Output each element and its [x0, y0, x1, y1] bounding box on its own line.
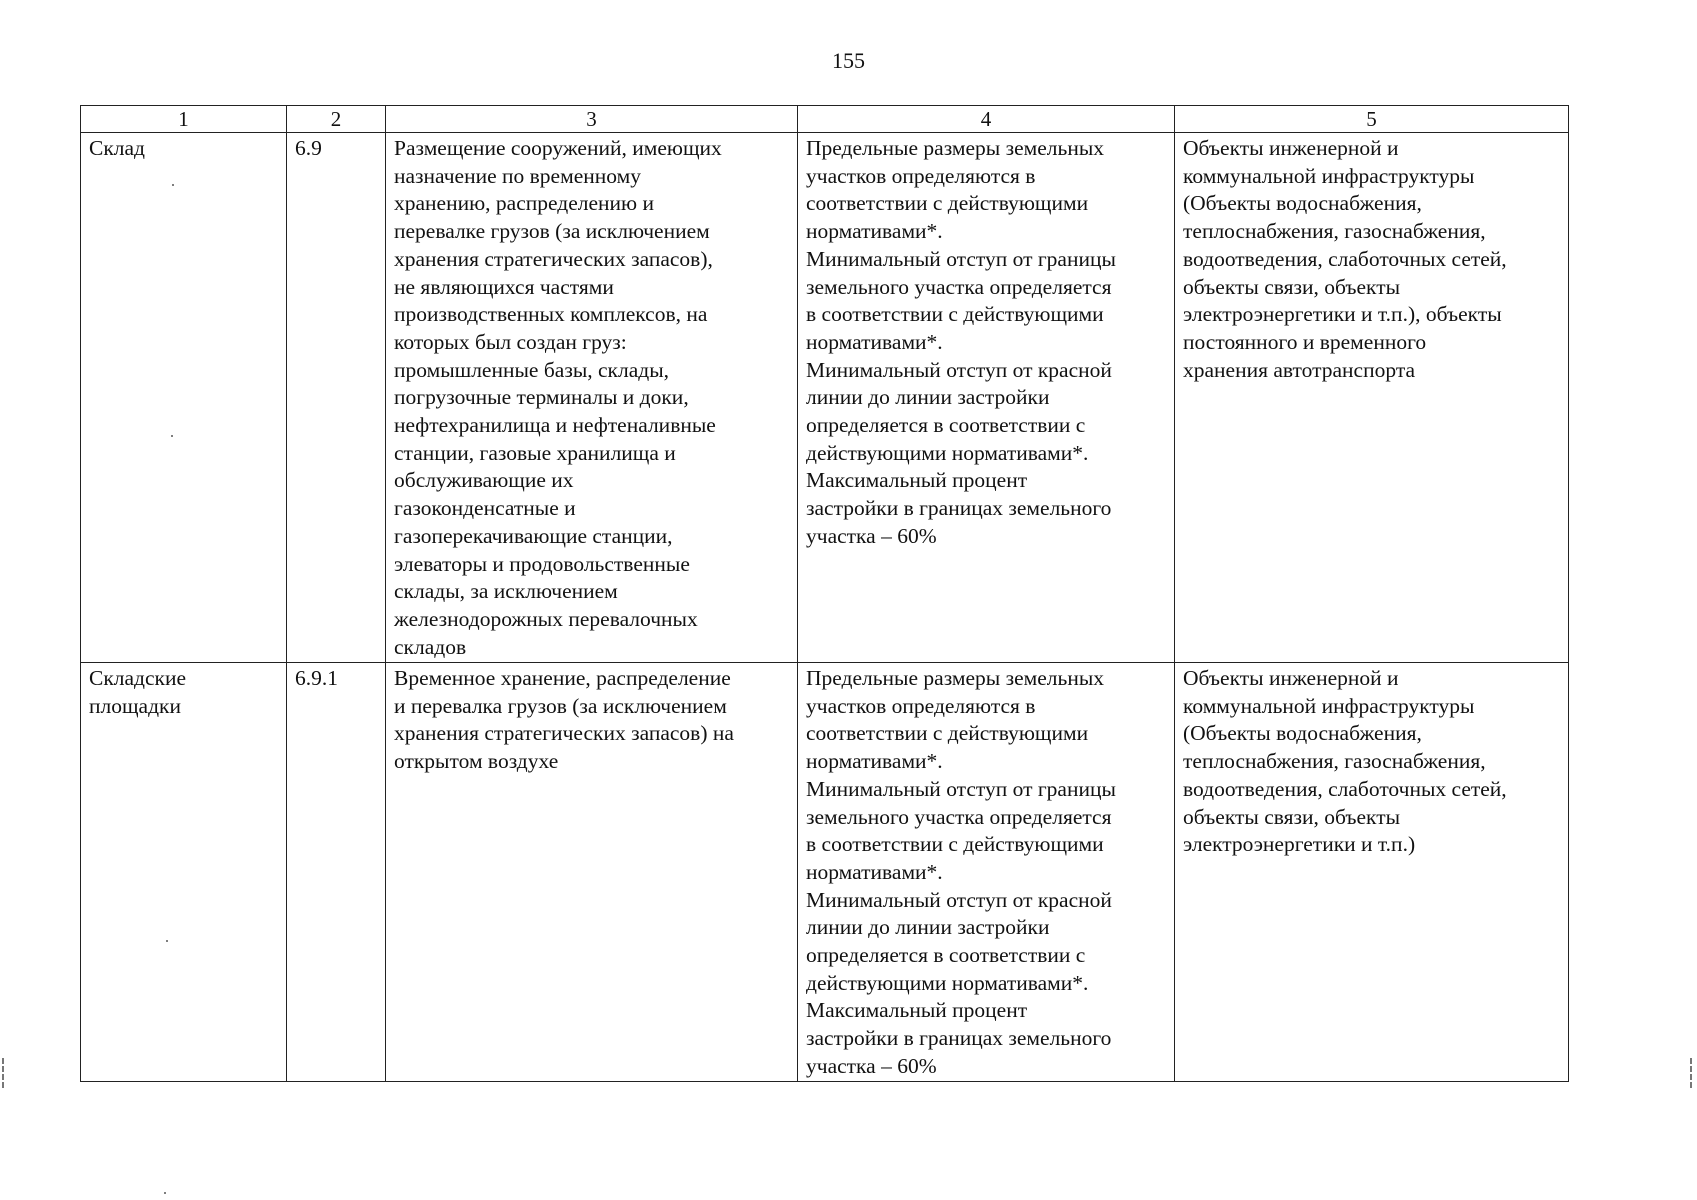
- scan-speck: [164, 1192, 166, 1194]
- column-header-2: 2: [287, 106, 386, 133]
- use-type-name: Склад: [81, 133, 287, 663]
- plot-parameters: Предельные размеры земельных участков определяются в соответствии с действующими нормативами*. Минимальный отступ от границы земельного участка определяется в соответствии с действующими нормативами*. Минимальный отступ от красной линии до линии застройки определяется в соответствии с действующими нормативами*. Максимальный процент застройки в границах земельного участка – 60%: [798, 663, 1175, 1082]
- scan-edge-mark-left: [2, 1058, 6, 1088]
- use-type-description: Временное хранение, распределение и перевалка грузов (за исключением хранения стратегических запасов) на открытом воздухе: [386, 663, 798, 1082]
- column-header-3: 3: [386, 106, 798, 133]
- table-row: [81, 133, 1569, 663]
- scan-speck: [166, 940, 168, 942]
- auxiliary-uses: Объекты инженерной и коммунальной инфраструктуры (Объекты водоснабжения, теплоснабжения, газоснабжения, водоотведения, слаботочных сетей, объекты связи, объекты электроэнергетики и т.п.): [1175, 663, 1569, 1082]
- page-number: 155: [832, 48, 865, 73]
- auxiliary-uses: Объекты инженерной и коммунальной инфраструктуры (Объекты водоснабжения, теплоснабжения, газоснабжения, водоотведения, слаботочных сетей, объекты связи, объекты электроэнергетики и т.п.), объекты постоянного и временного хранения автотранспорта: [1175, 133, 1569, 663]
- column-header-4: 4: [798, 106, 1175, 133]
- column-header-1: 1: [81, 106, 287, 133]
- scan-speck: [172, 184, 174, 186]
- scan-edge-mark-right: [1690, 1058, 1694, 1088]
- use-type-description: Размещение сооружений, имеющих назначение по временному хранению, распределению и перевалке грузов (за исключением хранения стратегических запасов), не являющихся частями производственных комплексов, на которых был создан груз: промышленные базы, склады, погрузочные терминалы и доки, нефтехранилища и нефтеналивные станции, газовые хранилища и обслуживающие их газоконденсатные и газоперекачивающие станции, элеваторы и продовольственные склады, за исключением железнодорожных перевалочных складов: [386, 133, 798, 663]
- use-type-code: 6.9: [287, 133, 386, 663]
- table-header-row: [81, 106, 1569, 133]
- use-type-name: Складские площадки: [81, 663, 287, 1082]
- use-type-code: 6.9.1: [287, 663, 386, 1082]
- plot-parameters: Предельные размеры земельных участков определяются в соответствии с действующими нормативами*. Минимальный отступ от границы земельного участка определяется в соответствии с действующими нормативами*. Минимальный отступ от красной линии до линии застройки определяется в соответствии с действующими нормативами*. Максимальный процент застройки в границах земельного участка – 60%: [798, 133, 1175, 663]
- scan-speck: [171, 435, 173, 437]
- table-row: [81, 663, 1569, 1082]
- land-use-table: [80, 105, 1569, 1082]
- column-header-5: 5: [1175, 106, 1569, 133]
